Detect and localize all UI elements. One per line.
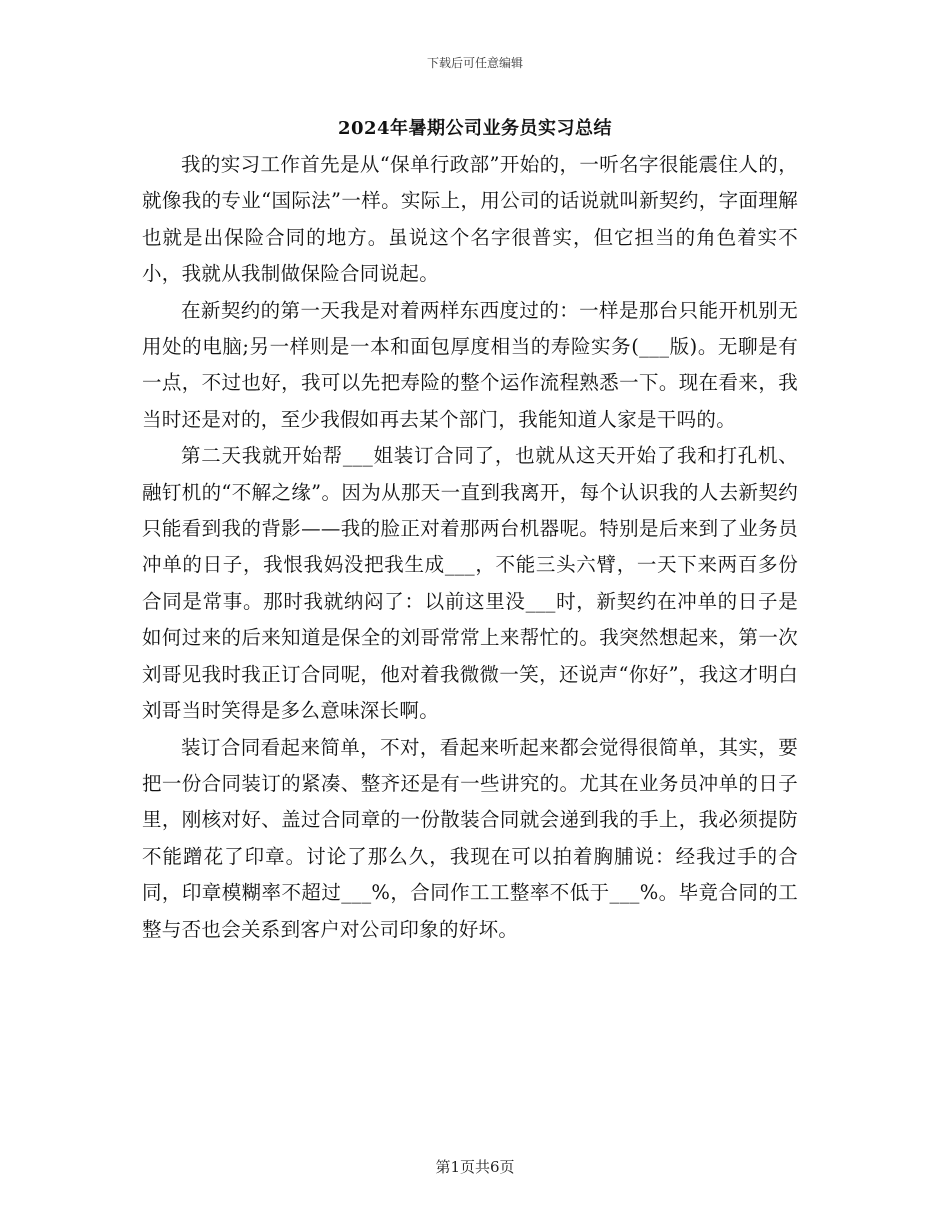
paragraph-4: 装订合同看起来简单，不对，看起来听起来都会觉得很简单，其实，要把一份合同装订的紧凑、整齐还是有一些讲究的。尤其在业务员冲单的日子里，刚核对好、盖过合同章的一份散装合同就会递到我的手上，我必须提防不能蹭花了印章。讨论了那么久，我现在可以拍着胸脯说：经我过手的合同，印章模糊率不超过___%，合同作工工整率不低于___%。毕竟合同的工整与否也会关系到客户对公司印象的好坏。	[142, 735, 798, 941]
paragraph-1: 我的实习工作首先是从“保单行政部”开始的，一听名字很能震住人的，就像我的专业“国际法”一样。实际上，用公司的话说就叫新契约，字面理解也就是出保险合同的地方。虽说这个名字很普实，但它担当的角色着实不小，我就从我制做保险合同说起。	[142, 153, 798, 286]
page-number-footer: 第1页共6页	[435, 1158, 515, 1176]
paragraph-2: 在新契约的第一天我是对着两样东西度过的：一样是那台只能开机别无用处的电脑;另一样则是一本和面包厚度相当的寿险实务(___版)。无聊是有一点，不过也好，我可以先把寿险的整个运作流程熟悉一下。现在看来，我当时还是对的，至少我假如再去某个部门，我能知道人家是干吗的。	[142, 298, 798, 431]
document-body	[142, 147, 798, 948]
document-title: 2024年暑期公司业务员实习总结	[337, 118, 613, 139]
paragraph-3: 第二天我就开始帮___姐装订合同了，也就从这天开始了我和打孔机、融钉机的“不解之缘”。因为从那天一直到我离开，每个认识我的人去新契约只能看到我的背影——我的脸正对着那两台机器呢。特别是后来到了业务员冲单的日子，我恨我妈没把我生成___，不能三头六臂，一天下来两百多份合同是常事。那时我就纳闷了：以前这里没___时，新契约在冲单的日子是如何过来的后来知道是保全的刘哥常常上来帮忙的。我突然想起来，第一次刘哥见我时我正订合同呢，他对着我微微一笑，还说声“你好”，我这才明白刘哥当时笑得是多么意味深长啊。	[142, 444, 798, 723]
header-note: 下载后可任意编辑	[426, 56, 523, 70]
